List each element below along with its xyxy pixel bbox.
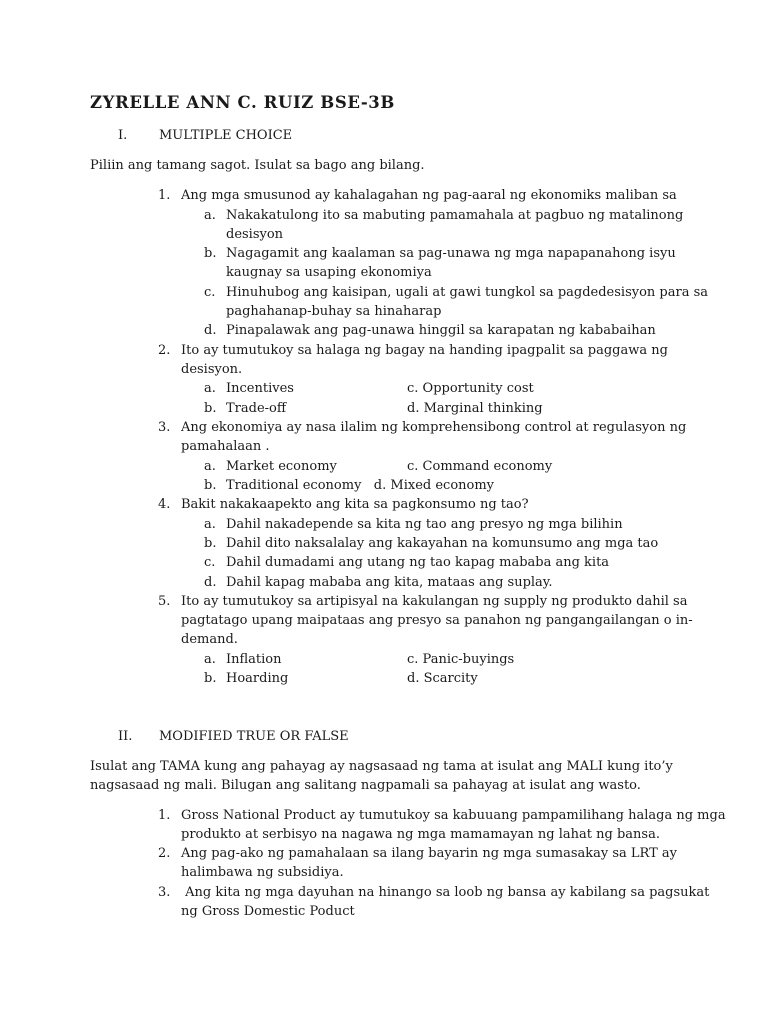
question-text: produkto at serbisyo na nagawa ng mga mamamayan ng lahat ng bansa. bbox=[181, 827, 660, 842]
question-text: Gross National Product ay tumutukoy sa kabuuang pampamilihang halaga ng mga bbox=[181, 808, 726, 823]
option-text: desisyon bbox=[226, 227, 284, 242]
section-1-numeral: I. bbox=[118, 128, 128, 143]
option-letter: b. bbox=[204, 246, 217, 261]
option-text: kaugnay sa usaping ekonomiya bbox=[226, 265, 432, 280]
question-text: halimbawa ng subsidiya. bbox=[181, 865, 344, 880]
option-letter: b. bbox=[204, 536, 217, 551]
question-text: Ito ay tumutukoy sa halaga ng bagay na handing ipagpalit sa paggawa ng bbox=[181, 343, 668, 358]
option-text: Dahil kapag mababa ang kita, mataas ang suplay. bbox=[226, 575, 553, 590]
option-text: Dahil nakadepende sa kita ng tao ang presyo ng mga bilihin bbox=[226, 517, 623, 532]
section-1-title: MULTIPLE CHOICE bbox=[159, 128, 293, 143]
option-text: c. Opportunity cost bbox=[407, 381, 534, 396]
option-letter: d. bbox=[204, 575, 217, 590]
option-letter: a. bbox=[204, 517, 216, 532]
question-text: Ang pag-ako ng pamahalaan sa ilang bayarin ng mga sumasakay sa LRT ay bbox=[181, 846, 677, 861]
question-text: Ang mga smusunod ay kahalagahan ng pag-aaral ng ekonomiks maliban sa bbox=[181, 188, 677, 203]
option-text: paghahanap-buhay sa hinaharap bbox=[226, 304, 442, 319]
option-text: d. Scarcity bbox=[407, 671, 478, 686]
option-letter: a. bbox=[204, 381, 216, 396]
option-text: Hoarding bbox=[226, 671, 289, 686]
option-letter: b. bbox=[204, 478, 217, 493]
question-text: pagtatago upang maipataas ang presyo sa panahon ng pangangailangan o in- bbox=[181, 613, 693, 628]
option-letter: c. bbox=[204, 285, 216, 300]
option-text: Trade-off bbox=[226, 401, 287, 416]
option-letter: b. bbox=[204, 671, 217, 686]
question-text: Ang ekonomiya ay nasa ilalim ng komprehensibong control at regulasyon ng bbox=[181, 420, 687, 435]
option-text: c. Command economy bbox=[407, 459, 553, 474]
question-number: 3. bbox=[158, 420, 171, 435]
question-text: ng Gross Domestic Poduct bbox=[181, 904, 355, 919]
question-number: 1. bbox=[158, 808, 171, 823]
option-text: Nagagamit ang kaalaman sa pag-unawa ng mga napapanahong isyu bbox=[226, 246, 676, 261]
option-text: Hinuhubog ang kaisipan, ugali at gawi tungkol sa pagdedesisyon para sa bbox=[226, 285, 709, 300]
question-text: pamahalaan . bbox=[181, 439, 270, 454]
question-text: demand. bbox=[181, 632, 238, 647]
question-text: desisyon. bbox=[181, 362, 243, 377]
question-number: 5. bbox=[158, 594, 171, 609]
option-text: Traditional economy d. Mixed economy bbox=[226, 478, 495, 493]
question-number: 2. bbox=[158, 343, 171, 358]
option-text: Incentives bbox=[226, 381, 294, 396]
option-text: Inflation bbox=[226, 652, 282, 667]
question-text: Ito ay tumutukoy sa artipisyal na kakulangan ng supply ng produkto dahil sa bbox=[181, 594, 688, 609]
student-name-heading: ZYRELLE ANN C. RUIZ BSE-3B bbox=[90, 93, 395, 112]
section-1-instruction: Piliin ang tamang sagot. Isulat sa bago ang bilang. bbox=[90, 158, 425, 173]
option-text: c. Panic-buyings bbox=[407, 652, 515, 667]
option-letter: a. bbox=[204, 652, 216, 667]
option-letter: a. bbox=[204, 459, 216, 474]
section-2-title: MODIFIED TRUE OR FALSE bbox=[159, 729, 349, 744]
section-2-numeral: II. bbox=[118, 729, 133, 744]
question-number: 2. bbox=[158, 846, 171, 861]
option-letter: a. bbox=[204, 208, 216, 223]
option-text: Dahil dito naksalalay ang kakayahan na komunsumo ang mga tao bbox=[226, 536, 659, 551]
option-letter: d. bbox=[204, 323, 217, 338]
question-number: 1. bbox=[158, 188, 171, 203]
option-text: Market economy bbox=[226, 459, 337, 474]
question-number: 4. bbox=[158, 497, 171, 512]
section-2-instruction: Isulat ang TAMA kung ang pahayag ay nagsasaad ng tama at isulat ang MALI kung ito’y bbox=[90, 759, 673, 774]
question-number: 3. bbox=[158, 885, 171, 900]
question-text: Bakit nakakaapekto ang kita sa pagkonsumo ng tao? bbox=[181, 497, 529, 512]
option-text: d. Marginal thinking bbox=[407, 401, 543, 416]
question-text: Ang kita ng mga dayuhan na hinango sa loob ng bansa ay kabilang sa pagsukat bbox=[181, 885, 710, 900]
option-text: Dahil dumadami ang utang ng tao kapag mababa ang kita bbox=[226, 555, 610, 570]
section-2-instruction: nagsasaad ng mali. Bilugan ang salitang nagpamali sa pahayag at isulat ang wasto. bbox=[90, 778, 641, 793]
option-letter: c. bbox=[204, 555, 216, 570]
option-text: Pinapalawak ang pag-unawa hinggil sa karapatan ng kababaihan bbox=[226, 323, 656, 338]
option-text: Nakakatulong ito sa mabuting pamamahala at pagbuo ng matalinong bbox=[226, 208, 684, 223]
option-letter: b. bbox=[204, 401, 217, 416]
